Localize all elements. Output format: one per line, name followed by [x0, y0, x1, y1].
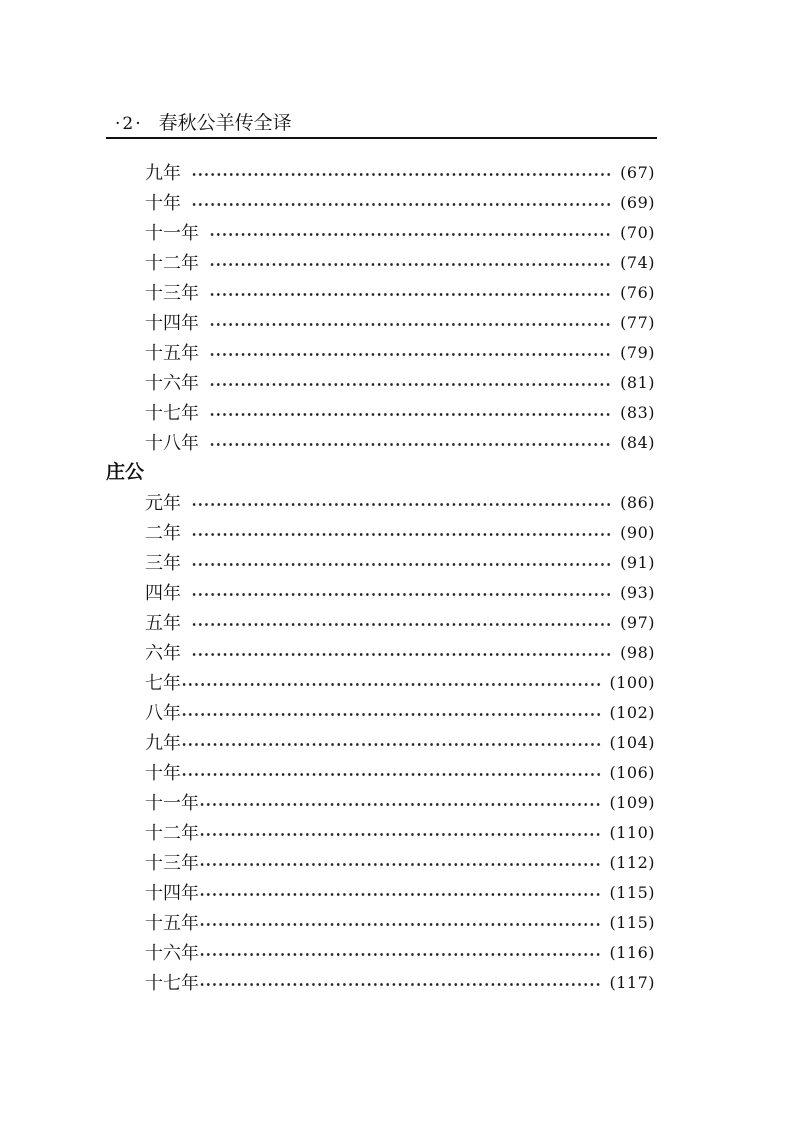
header-rule	[106, 137, 657, 139]
leader-dots	[209, 353, 612, 356]
toc-entry[interactable]	[145, 877, 655, 907]
toc-entry[interactable]	[145, 277, 655, 307]
toc-entry[interactable]	[145, 817, 655, 847]
toc-entry-label: 三年	[145, 553, 181, 574]
toc-entry-label: 十年	[145, 193, 181, 214]
toc-entry[interactable]	[145, 637, 655, 667]
leader-dots	[181, 713, 601, 716]
toc-entry-label: 十一年	[145, 223, 199, 244]
leader-dots	[181, 743, 601, 746]
toc-entry-page: (90)	[620, 522, 655, 542]
toc-entry-label: 十六年	[145, 373, 199, 394]
leader-dots	[209, 323, 612, 326]
toc-entry-label: 十二年	[145, 823, 199, 844]
toc-entry-label: 九年	[145, 733, 181, 754]
toc-entry-page: (84)	[620, 432, 655, 452]
toc-entry[interactable]	[145, 187, 655, 217]
toc-entry-label: 十二年	[145, 253, 199, 274]
toc-entry-page: (76)	[620, 282, 655, 302]
toc-entry[interactable]	[145, 547, 655, 577]
leader-dots	[199, 833, 601, 836]
toc-entry[interactable]	[145, 847, 655, 877]
section-heading: 庄公	[106, 461, 145, 483]
toc-entry[interactable]	[145, 787, 655, 817]
toc-entry[interactable]	[145, 607, 655, 637]
toc-entry-page: (86)	[620, 492, 655, 512]
leader-dots	[191, 533, 612, 536]
leader-dots	[209, 263, 612, 266]
toc-entry-page: (91)	[620, 552, 655, 572]
toc-entry[interactable]	[145, 937, 655, 967]
leader-dots	[209, 293, 612, 296]
toc-entry[interactable]	[145, 157, 655, 187]
toc-entry[interactable]	[145, 727, 655, 757]
leader-dots	[191, 503, 612, 506]
toc-entry[interactable]	[145, 397, 655, 427]
toc-entry-label: 十六年	[145, 943, 199, 964]
toc-entry-page: (93)	[620, 582, 655, 602]
toc-entry-page: (115)	[609, 882, 655, 902]
toc-entry-label: 十三年	[145, 283, 199, 304]
toc-entry-page: (104)	[609, 732, 655, 752]
toc-entry-page: (106)	[609, 762, 655, 782]
leader-dots	[199, 983, 601, 986]
toc-entry-label: 十四年	[145, 883, 199, 904]
toc-entry-page: (98)	[620, 642, 655, 662]
leader-dots	[181, 773, 601, 776]
toc-entry-page: (81)	[620, 372, 655, 392]
toc-entry-page: (74)	[620, 252, 655, 272]
toc-entry-label: 十五年	[145, 343, 199, 364]
toc-entry-label: 十五年	[145, 913, 199, 934]
leader-dots	[199, 863, 601, 866]
leader-dots	[209, 413, 612, 416]
toc-entry-label: 九年	[145, 163, 181, 184]
toc-entry-label: 二年	[145, 523, 181, 544]
toc-entry[interactable]	[145, 517, 655, 547]
book-title: 春秋公羊传全译	[158, 112, 292, 134]
toc-entry-page: (115)	[609, 912, 655, 932]
toc-entry[interactable]	[145, 247, 655, 277]
leader-dots	[209, 383, 612, 386]
toc-entry[interactable]	[145, 217, 655, 247]
leader-dots	[191, 623, 612, 626]
leader-dots	[199, 923, 601, 926]
toc-entry[interactable]	[145, 367, 655, 397]
toc-entry-page: (117)	[609, 972, 655, 992]
toc-entry-label: 元年	[145, 493, 181, 514]
toc-entry-label: 五年	[145, 613, 181, 634]
toc-entry-label: 十三年	[145, 853, 199, 874]
toc-entry[interactable]	[145, 337, 655, 367]
toc-entry[interactable]	[145, 757, 655, 787]
leader-dots	[199, 803, 601, 806]
toc-entry[interactable]	[145, 577, 655, 607]
toc-entry-page: (69)	[620, 192, 655, 212]
leader-dots	[181, 683, 601, 686]
leader-dots	[209, 443, 612, 446]
toc-entry-label: 十一年	[145, 793, 199, 814]
toc-entry-page: (110)	[609, 822, 655, 842]
toc-entry-page: (77)	[620, 312, 655, 332]
toc-entry[interactable]	[145, 307, 655, 337]
toc-entry-page: (116)	[609, 942, 655, 962]
toc-entry[interactable]	[145, 487, 655, 517]
toc-entry-page: (100)	[609, 672, 655, 692]
toc-entry-page: (83)	[620, 402, 655, 422]
toc-entry-page: (70)	[620, 222, 655, 242]
toc-entry-page: (67)	[620, 162, 655, 182]
leader-dots	[199, 893, 601, 896]
toc-entry-label: 十七年	[145, 403, 199, 424]
toc-entry-label: 十七年	[145, 973, 199, 994]
leader-dots	[209, 233, 612, 236]
toc-entry-page: (97)	[620, 612, 655, 632]
toc-entry-label: 六年	[145, 643, 181, 664]
toc-entry-page: (109)	[609, 792, 655, 812]
toc-entry-label: 十八年	[145, 433, 199, 454]
toc-entry-page: (79)	[620, 342, 655, 362]
running-header	[115, 108, 292, 136]
toc-entry-page: (112)	[609, 852, 655, 872]
page-number: ·2·	[115, 114, 143, 134]
toc-entry-label: 十四年	[145, 313, 199, 334]
leader-dots	[191, 563, 612, 566]
toc-entry-label: 八年	[145, 703, 181, 724]
toc-entry-page: (102)	[609, 702, 655, 722]
toc-entry-label: 七年	[145, 673, 181, 694]
leader-dots	[199, 953, 601, 956]
toc-entry[interactable]	[145, 427, 655, 457]
toc-entry-label: 十年	[145, 763, 181, 784]
leader-dots	[191, 653, 612, 656]
leader-dots	[191, 593, 612, 596]
toc-entry[interactable]	[145, 907, 655, 937]
toc-entry[interactable]	[145, 697, 655, 727]
toc-entry-label: 四年	[145, 583, 181, 604]
leader-dots	[191, 173, 612, 176]
leader-dots	[191, 203, 612, 206]
toc-entry[interactable]	[145, 667, 655, 697]
toc-entry[interactable]	[145, 967, 655, 997]
